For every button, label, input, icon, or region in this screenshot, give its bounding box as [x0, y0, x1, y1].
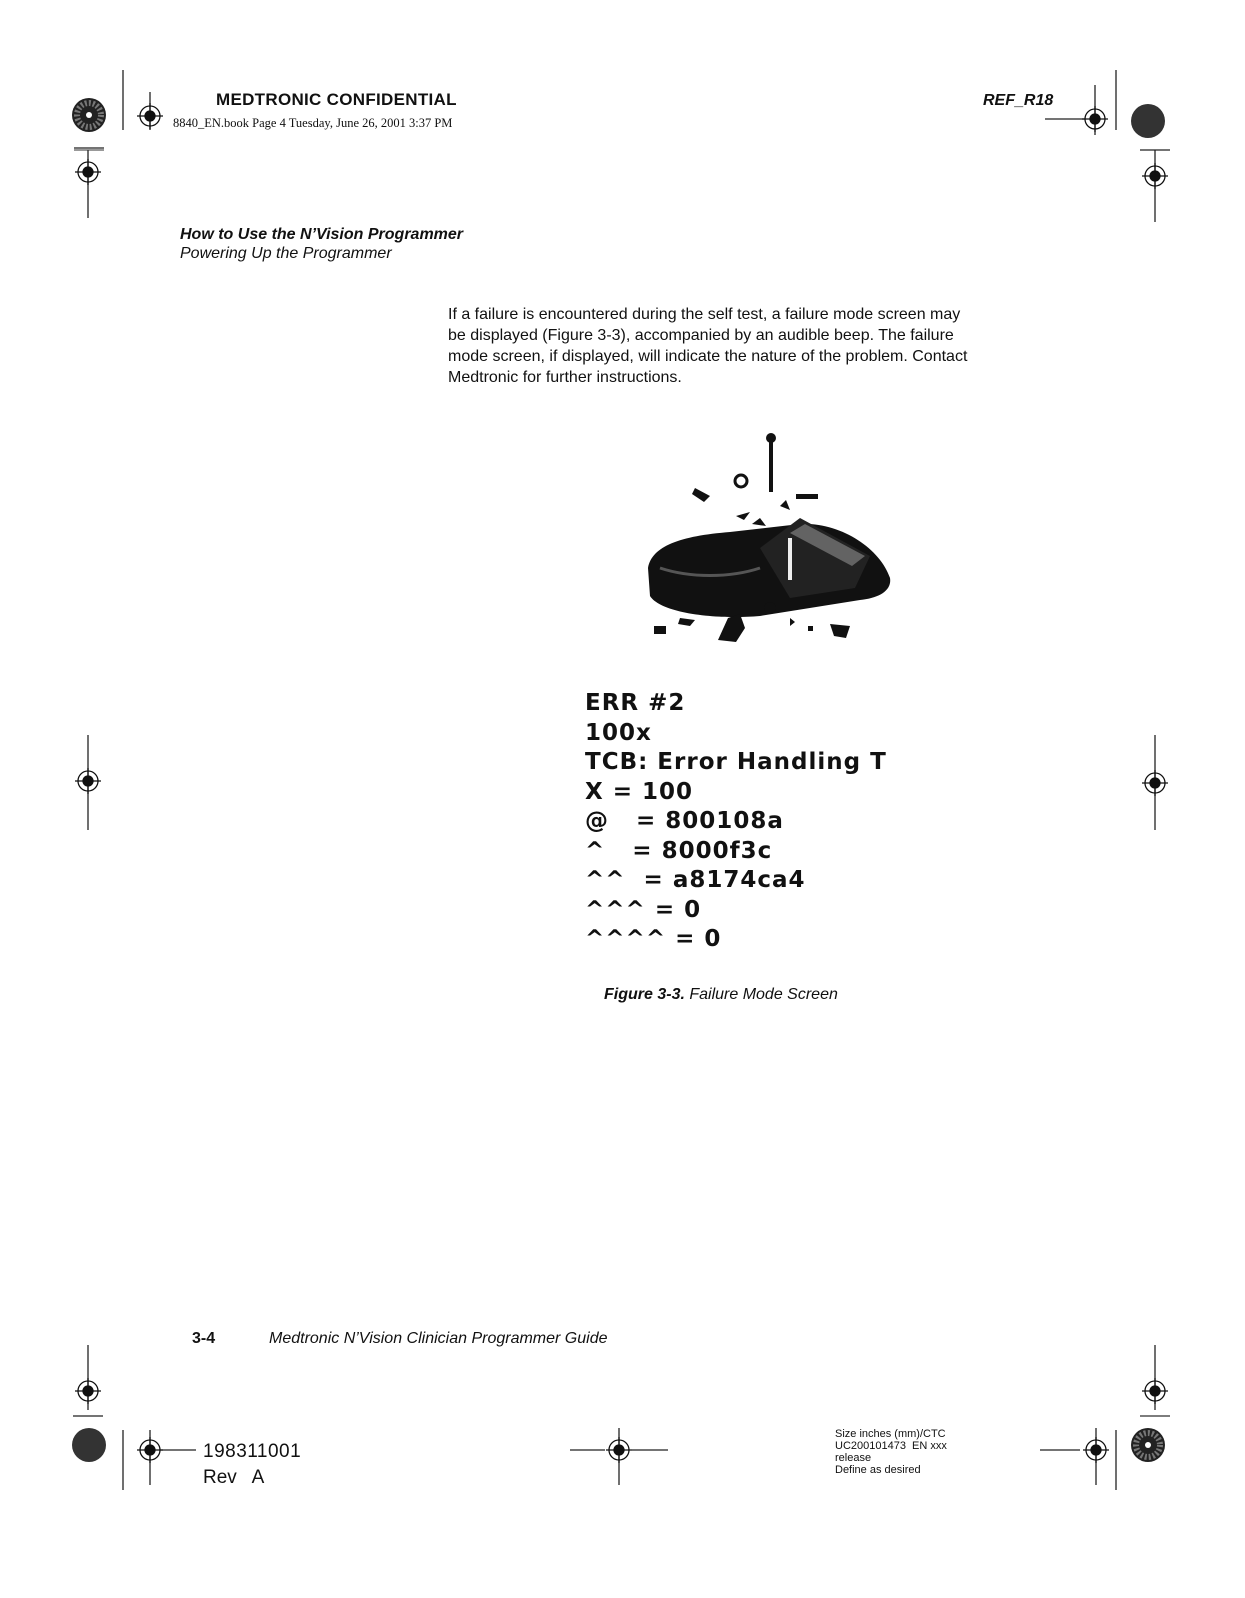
reference-code: REF_R18	[983, 92, 1054, 109]
error-line: X = 100	[585, 778, 694, 805]
print-spec-line: Define as desired	[835, 1464, 921, 1476]
body-line: Medtronic for further instructions.	[448, 369, 682, 386]
error-line: 100x	[585, 719, 652, 746]
error-line: ^^^ = 0	[585, 896, 702, 923]
page-number: 3-4	[192, 1330, 216, 1347]
body-paragraph	[448, 304, 1048, 388]
figure-caption	[604, 986, 838, 1004]
failure-mode-screen	[585, 689, 887, 955]
footer-book-title: Medtronic N’Vision Clinician Programmer Guide	[269, 1330, 608, 1347]
print-spec-line: UC200101473 EN xxx	[835, 1440, 947, 1452]
figure-label: Figure 3-3.	[604, 986, 685, 1003]
section-subtitle: Powering Up the Programmer	[180, 245, 392, 262]
print-spec-line: release	[835, 1452, 872, 1464]
body-line: If a failure is encountered during the self test, a failure mode screen may	[448, 306, 961, 323]
error-line: TCB: Error Handling T	[585, 749, 887, 775]
error-line: ^ = 8000f3c	[585, 837, 773, 864]
confidential-label: MEDTRONIC CONFIDENTIAL	[216, 90, 457, 109]
book-info-line: 8840_EN.book Page 4 Tuesday, June 26, 2001 3:37 PM	[173, 116, 453, 130]
error-line: ^^^^ = 0	[585, 926, 722, 952]
error-line: ERR #2	[585, 690, 686, 716]
body-line: be displayed (Figure 3-3), accompanied by an audible beep. The failure	[448, 327, 954, 344]
broken-device-illustration	[640, 428, 900, 653]
print-spec-block	[835, 1428, 947, 1476]
print-spec-line: Size inches (mm)/CTC	[835, 1428, 946, 1440]
error-line: @ = 800108a	[585, 808, 784, 834]
section-title: How to Use the N’Vision Programmer	[180, 226, 464, 243]
body-line: mode screen, if displayed, will indicate the nature of the problem. Contact	[448, 348, 968, 365]
revision-label: Rev A	[203, 1467, 265, 1488]
document-number: 198311001	[203, 1441, 302, 1462]
figure-caption-text: Failure Mode Screen	[684, 986, 838, 1003]
error-line: ^^ = a8174ca4	[585, 867, 806, 893]
